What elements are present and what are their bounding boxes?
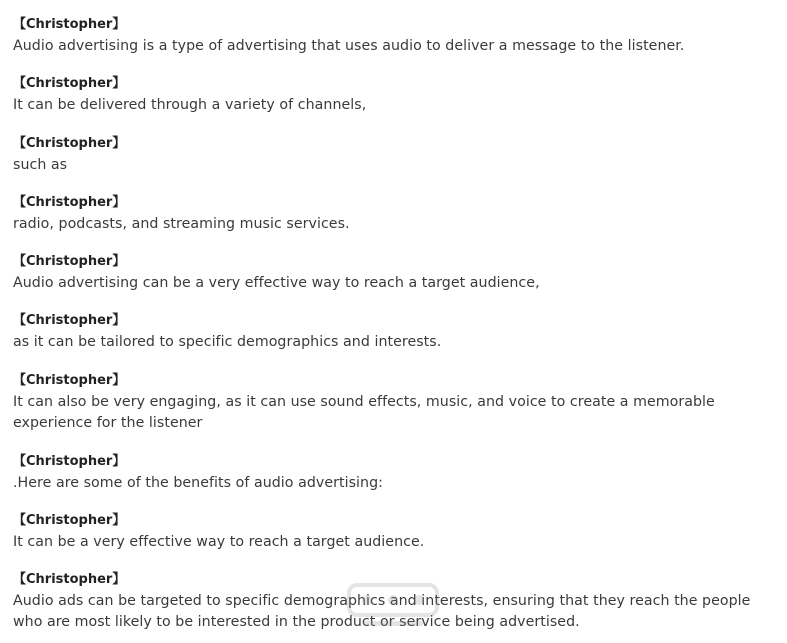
- speaker-label: 【Christopher】: [13, 254, 126, 269]
- transcript-entry: [13, 17, 773, 57]
- speaker-label: 【Christopher】: [13, 136, 126, 151]
- message-text: as it can be tailored to specific demographics and interests.: [13, 334, 442, 350]
- message-text: It can also be very engaging, as it can use sound effects, music, and voice to create a memorable experience for the listener: [13, 394, 715, 431]
- speaker-label: 【Christopher】: [13, 195, 126, 210]
- transcript-entry: [13, 373, 773, 434]
- speaker-label: 【Christopher】: [13, 454, 126, 469]
- message-text: Audio ads can be targeted to specific demographics and interests, ensuring that they reach the people who are most likely to be interested in the product or service being advertised.: [13, 593, 751, 630]
- speaker-label: 【Christopher】: [13, 373, 126, 388]
- speaker-label: 【Christopher】: [13, 572, 126, 587]
- message-text: It can be delivered through a variety of channels,: [13, 97, 367, 113]
- transcript-entry: [13, 513, 773, 553]
- transcript-entry: [13, 572, 773, 633]
- message-text: .Here are some of the benefits of audio advertising:: [13, 475, 383, 491]
- transcript-entry: [13, 195, 773, 235]
- message-text: radio, podcasts, and streaming music services.: [13, 216, 350, 232]
- speaker-label: 【Christopher】: [13, 17, 126, 32]
- message-text: Audio advertising is a type of advertising that uses audio to deliver a message to the listener.: [13, 38, 685, 54]
- transcript-entry: [13, 136, 773, 176]
- speaker-label: 【Christopher】: [13, 76, 126, 91]
- message-text: Audio advertising can be a very effective way to reach a target audience,: [13, 275, 540, 291]
- transcript-entry: [13, 313, 773, 353]
- speaker-label: 【Christopher】: [13, 513, 126, 528]
- transcript-entry: [13, 76, 773, 116]
- transcript-entry: [13, 254, 773, 294]
- message-text: It can be a very effective way to reach a target audience.: [13, 534, 425, 550]
- message-text: such as: [13, 157, 68, 173]
- speaker-label: 【Christopher】: [13, 313, 126, 328]
- transcript-entry: [13, 454, 773, 494]
